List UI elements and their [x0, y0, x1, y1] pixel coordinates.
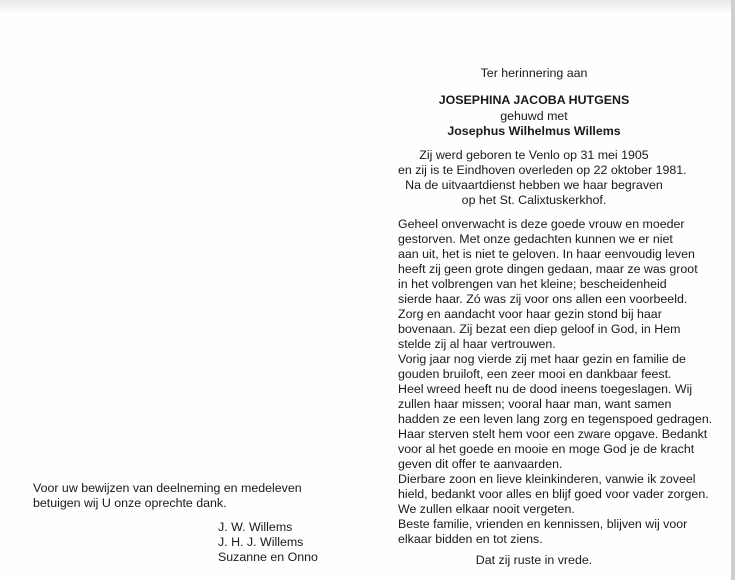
body-line: in het volbrengen van het kleine; bescheidenheid: [398, 277, 667, 291]
spouse-name: Josephus Wilhelmus Willems: [447, 124, 621, 138]
body-line: We zullen elkaar nooit vergeten.: [398, 502, 575, 516]
closing-text: Dat zij ruste in vrede.: [475, 553, 593, 567]
body-line: Zorg en aandacht voor haar gezin stond bij haar: [398, 307, 662, 321]
body-line: Beste familie, vrienden en kennissen, blijven wij voor: [398, 517, 688, 531]
thanks-line: Voor uw bewijzen van deelneming en medeleven: [33, 481, 302, 495]
intro-text: Ter herinnering aan: [480, 66, 588, 80]
death-line: en zij is te Eindhoven overleden op 22 oktober 1981.: [398, 163, 687, 177]
cemetery-line: op het St. Calixtuskerkhof.: [461, 193, 607, 207]
thanks-line: betuigen wij U onze oprechte dank.: [33, 496, 227, 510]
card-edge: [731, 0, 735, 580]
body-line: geven dit offer te aanvaarden.: [398, 457, 563, 471]
body-line: Geheel onverwacht is deze goede vrouw en moeder: [398, 217, 685, 231]
card-fold-shadow: [0, 0, 735, 14]
body-line: hield, bedankt voor alles en blijf goed voor vader zorgen.: [398, 487, 709, 501]
body-line: gouden bruiloft, een zeer mooi en dankbaar feest.: [398, 367, 672, 381]
body-line: bovenaan. Zij bezat een diep geloof in God, in Hem: [398, 322, 681, 336]
signature-line: J. H. J. Willems: [218, 535, 304, 549]
body-line: sierde haar. Zó was zij voor ons allen een voorbeeld.: [398, 292, 688, 306]
signature-line: Suzanne en Onno: [218, 550, 318, 564]
body-line: hadden ze een leven lang zorg en tegenspoed gedragen.: [398, 412, 713, 426]
body-line: voor al het goede en mooie en moge God je de kracht: [398, 442, 695, 456]
body-line: stelde zij al haar vertrouwen.: [398, 337, 556, 351]
deceased-name: JOSEPHINA JACOBA HUTGENS: [438, 93, 630, 107]
body-line: aan uit, het is niet te geloven. In haar eenvoudig leven: [398, 247, 695, 261]
body-line: Heel wreed heeft nu de dood ineens toegeslagen. Wij: [398, 382, 693, 396]
body-line: Dierbare zoon en lieve kleinkinderen, vanwie ik zoveel: [398, 472, 696, 486]
body-line: Haar sterven stelt hem voor een zware opgave. Bedankt: [398, 427, 708, 441]
body-line: Vorig jaar nog vierde zij met haar gezin en familie de: [398, 352, 686, 366]
funeral-line: Na de uitvaartdienst hebben we haar begraven: [405, 178, 663, 192]
body-line: zullen haar missen; vooral haar man, want samen: [398, 397, 672, 411]
signature-line: J. W. Willems: [218, 520, 293, 534]
married-text: gehuwd met: [500, 109, 568, 123]
body-line: elkaar bidden en tot ziens.: [398, 532, 543, 546]
birth-line: Zij werd geboren te Venlo op 31 mei 1905: [419, 148, 649, 162]
body-line: heeft zij geen grote dingen gedaan, maar ze was groot: [398, 262, 698, 276]
body-line: gestorven. Met onze gedachten kunnen we er niet: [398, 232, 673, 246]
